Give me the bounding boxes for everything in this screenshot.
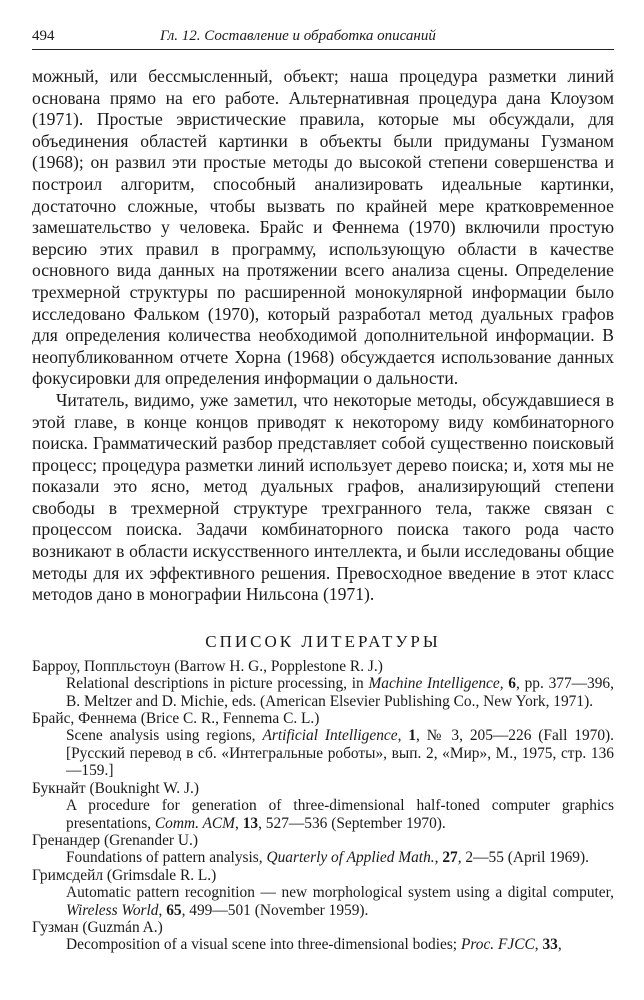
reference-entry <box>32 832 614 867</box>
page-number: 494 <box>32 28 55 44</box>
references-heading: СПИСОК ЛИТЕРАТУРЫ <box>205 631 441 651</box>
reference-author: Гренандер (Grenander U.) <box>32 831 198 849</box>
reference-body: Relational descriptions in picture processing, in Machine Intelligence, 6, pp. 377—396, B. Meltzer and D. Michie, eds. (American Elsevier Publishing Co., New York, 1971). <box>66 675 614 710</box>
reference-entry <box>32 780 614 832</box>
reference-entry <box>32 710 614 780</box>
reference-author: Букнайт (Bouknight W. J.) <box>32 779 199 797</box>
reference-body: Scene analysis using regions, Artificial Intelligence, 1, № 3, 205—226 (Fall 1970). [Русский перевод в сб. «Интегральные роботы», вып. 2, «Мир», М., 1975, стр. 136—159.] <box>66 727 615 780</box>
running-title: Гл. 12. Составление и обработка описаний <box>160 28 436 44</box>
reference-author: Гримсдейл (Grimsdale R. L.) <box>32 866 217 884</box>
body-paragraph-1: можный, или бессмысленный, объект; наша процедура разметки линий основана прямо на его работе. Альтернативная процедура дана Клоузом (1971). Простые эвристические правила, которые мы обсуждали, для объединения областей картинки в объекты были придуманы Гузманом (1968); он развил эти простые методы до высокой степени совершенства и построил алгоритм, способный анализировать идеальные картинки, достаточно сложные, чтобы вызвать по крайней мере кратковременное замешательство у человека. Брайс и Феннема (1970) включили простую версию этих правил в программу, использующую области в качестве основного вида данных на протяжении всего анализа сцены. Определение трехмерной структуры по расширенной монокулярной информации было исследовано Фальком (1970), который разработал метод дуальных графов для определения количества необходимой дополнительной информации. В неопубликованном отчете Хорна (1968) обсуждается использование данных фокусировки для определения информации о дальности. <box>32 66 614 389</box>
reference-body: Foundations of pattern analysis, Quarterly of Applied Math., 27, 2—55 (April 1969). <box>66 849 589 867</box>
reference-body: Decomposition of a visual scene into three-dimensional bodies; Proc. FJCC, 33, <box>66 936 562 954</box>
body-paragraph-2: Читатель, видимо, уже заметил, что некоторые методы, обсуждавшиеся в этой главе, в конце концов приводят к некоторому виду комбинаторного поиска. Грамматический разбор представляет собой существенно поисковый процесс; процедура разметки линий использует дерево поиска; и, хотя мы не показали это ясно, метод дуальных графов, анализирующий степени свободы в трехмерной структуре трехгранного тела, также связан с процессом поиска. Задачи комбинаторного поиска такого рода часто возникают в области искусственного интеллекта, и были исследованы общие методы для их эффективного решения. Превосходное введение в этот класс методов дано в монографии Нильсона (1971). <box>32 389 614 605</box>
reference-entry <box>32 658 614 710</box>
reference-body: A procedure for generation of three-dimensional half-toned computer graphics presentations, Comm. ACM, 13, 527—536 (September 1970). <box>66 797 614 832</box>
reference-author: Барроу, Поппльстоун (Barrow H. G., Popplestone R. J.) <box>32 657 383 675</box>
reference-author: Брайс, Феннема (Brice C. R., Fennema C. L.) <box>32 710 320 728</box>
running-header <box>32 28 614 50</box>
reference-entry <box>32 919 614 954</box>
reference-body: Automatic pattern recognition — new morphological system using a digital computer, Wireless World, 65, 499—501 (November 1959). <box>66 884 614 919</box>
references-list <box>32 658 614 954</box>
reference-author: Гузман (Guzmán A.) <box>32 918 163 936</box>
reference-entry <box>32 867 614 919</box>
